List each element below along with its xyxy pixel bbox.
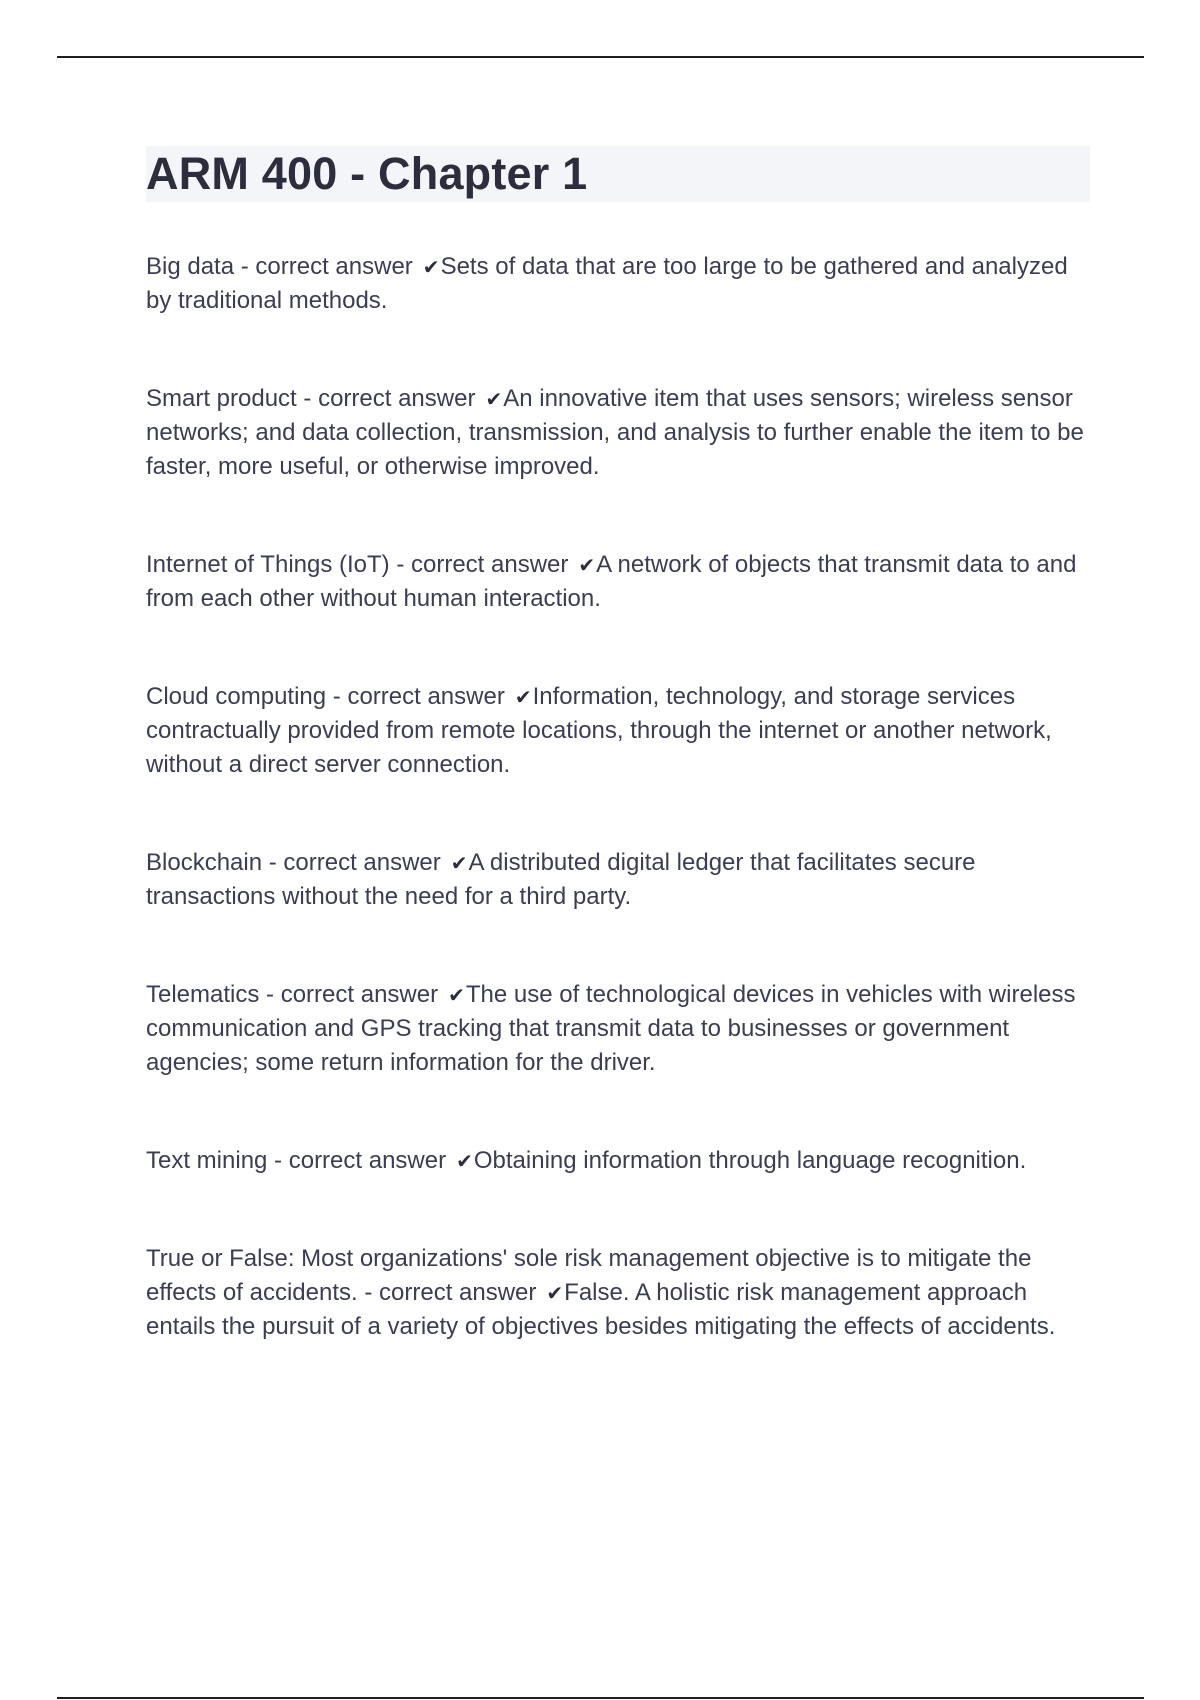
entry-definition: Obtaining information through language recognition. xyxy=(473,1147,1027,1174)
answer-marker: correct answer xyxy=(379,1279,537,1306)
answer-marker: correct answer xyxy=(280,981,439,1008)
answer-marker: correct answer xyxy=(283,849,441,876)
entry-definition: A distributed digital ledger that facilitates secure transactions without the need for a third party. xyxy=(146,849,976,910)
document-body xyxy=(146,146,1090,1344)
check-mark-icon: ✔ xyxy=(456,1149,473,1173)
answer-marker: correct answer xyxy=(411,551,569,578)
entry-term: Telematics xyxy=(146,981,260,1008)
entry-term: Internet of Things (IoT) xyxy=(146,551,390,578)
page-title: ARM 400 - Chapter 1 xyxy=(146,148,588,199)
flashcard-entry: Blockchain - correct answer ✔A distributed digital ledger that facilitates secure transactions without the need for a third party. xyxy=(146,846,1090,914)
check-mark-icon: ✔ xyxy=(485,387,503,411)
entry-definition: The use of technological devices in vehicles with wireless communication and GPS tracking that transmit data to businesses or government agencies; some return information for the driver. xyxy=(146,981,1076,1076)
answer-marker: correct answer xyxy=(255,253,413,280)
entry-definition: Information, technology, and storage services contractually provided from remote locations, through the internet or another network, without a direct server connection. xyxy=(146,683,1052,778)
entry-term: Text mining xyxy=(146,1147,268,1174)
bottom-divider xyxy=(57,1697,1144,1699)
check-mark-icon: ✔ xyxy=(422,255,440,279)
flashcard-entry: Text mining - correct answer ✔Obtaining information through language recognition. xyxy=(146,1144,1090,1178)
check-mark-icon: ✔ xyxy=(514,685,532,709)
check-mark-icon: ✔ xyxy=(546,1281,564,1305)
answer-marker: correct answer xyxy=(347,683,505,710)
check-mark-icon: ✔ xyxy=(448,983,465,1007)
check-mark-icon: ✔ xyxy=(450,851,468,875)
flashcard-entry: Telematics - correct answer ✔The use of technological devices in vehicles with wireless communication and GPS tracking that transmit data to businesses or government agencies; some return information for the driver. xyxy=(146,978,1090,1080)
flashcard-entry: Cloud computing - correct answer ✔Information, technology, and storage services contractually provided from remote locations, through the internet or another network, without a direct server connection. xyxy=(146,680,1090,782)
entry-definition: A network of objects that transmit data to and from each other without human interaction. xyxy=(146,551,1077,612)
entry-term: True or False: Most organizations' sole risk management objective is to mitigate the effects of accidents. xyxy=(146,1245,1032,1306)
entry-term: Big data xyxy=(146,253,235,280)
answer-marker: correct answer xyxy=(318,385,476,412)
entry-term: Blockchain xyxy=(146,849,263,876)
entry-definition: Sets of data that are too large to be gathered and analyzed by traditional methods. xyxy=(146,253,1068,314)
top-divider xyxy=(57,56,1144,58)
entry-term: Cloud computing xyxy=(146,683,327,710)
flashcard-entry: True or False: Most organizations' sole risk management objective is to mitigate the effects of accidents. - correct answer ✔False. A holistic risk management approach entails the pursuit of a variety of objectives besides mitigating the effects of accidents. xyxy=(146,1245,1056,1340)
title-band xyxy=(146,146,1090,202)
flashcard-entry: Big data - correct answer ✔Sets of data that are too large to be gathered and analyzed by traditional methods. xyxy=(146,250,1090,318)
entry-definition: False. A holistic risk management approach entails the pursuit of a variety of objectives besides mitigating the effects of accidents. xyxy=(146,1279,1056,1340)
entry-definition: An innovative item that uses sensors; wireless sensor networks; and data collection, transmission, and analysis to further enable the item to be faster, more useful, or otherwise improved. xyxy=(146,385,1084,480)
entry-term: Smart product xyxy=(146,385,297,412)
flashcard-entry: Smart product - correct answer ✔An innovative item that uses sensors; wireless sensor networks; and data collection, transmission, and analysis to further enable the item to be faster, more useful, or otherwise improved. xyxy=(146,382,1090,484)
check-mark-icon: ✔ xyxy=(578,553,596,577)
answer-marker: correct answer xyxy=(288,1147,447,1174)
flashcard-entry: Internet of Things (IoT) - correct answer ✔A network of objects that transmit data to and from each other without human interaction. xyxy=(146,548,1090,616)
